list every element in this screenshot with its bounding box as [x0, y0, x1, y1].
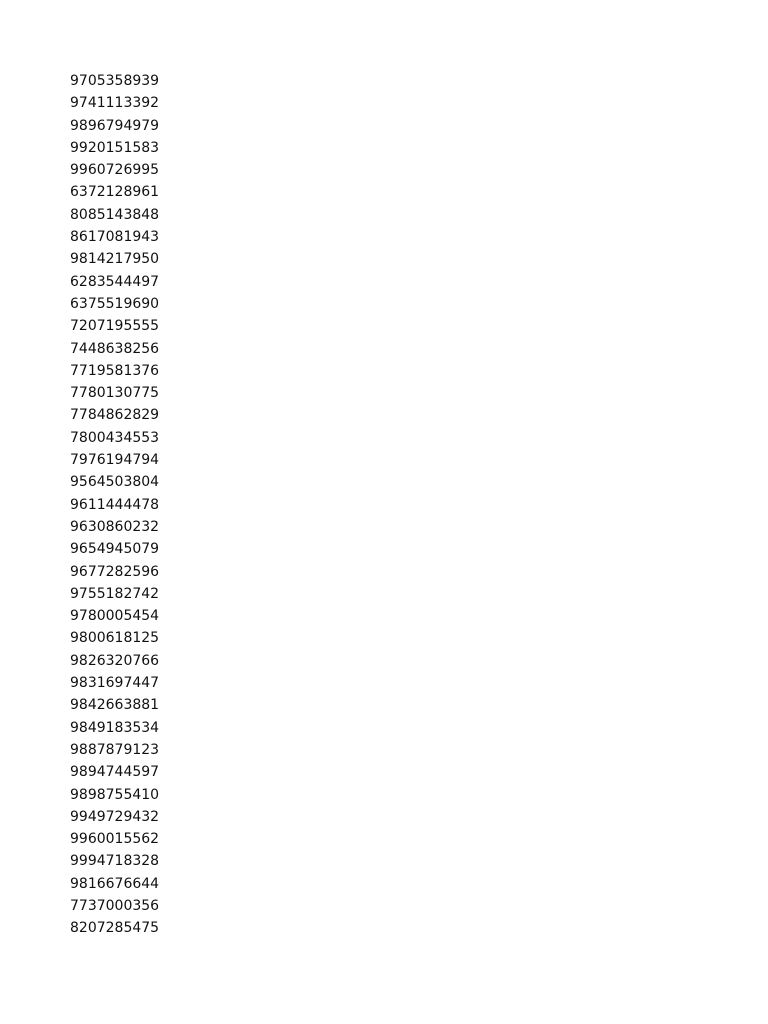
list-item: 9960015562	[70, 831, 160, 848]
list-item: 9741113392	[70, 95, 160, 112]
list-item: 9677282596	[70, 563, 160, 580]
list-item: 9780005454	[70, 608, 160, 625]
list-item: 9849183534	[70, 719, 160, 736]
list-item: 8085143848	[70, 206, 160, 223]
list-item: 9564503804	[70, 474, 160, 491]
list-item: 9816676644	[70, 875, 160, 892]
list-item: 9960726995	[70, 162, 160, 179]
list-item: 7719581376	[70, 362, 160, 379]
list-item: 9898755410	[70, 786, 160, 803]
list-item: 7784862829	[70, 407, 160, 424]
list-item: 9894744597	[70, 764, 160, 781]
list-item: 9994718328	[70, 853, 160, 870]
list-item: 9887879123	[70, 741, 160, 758]
list-item: 6283544497	[70, 273, 160, 290]
phone-number-list	[70, 70, 159, 940]
list-item: 8617081943	[70, 229, 160, 246]
list-item: 8207285475	[70, 920, 160, 937]
list-item: 9611444478	[70, 496, 160, 513]
list-item: 9705358939	[70, 73, 160, 89]
list-item: 7448638256	[70, 340, 160, 357]
list-item: 6375519690	[70, 295, 160, 312]
list-item: 7737000356	[70, 897, 160, 914]
list-item: 9831697447	[70, 675, 160, 692]
list-item: 6372128961	[70, 184, 160, 201]
list-item: 9949729432	[70, 808, 160, 825]
list-item: 7976194794	[70, 452, 160, 469]
list-item: 7780130775	[70, 385, 160, 402]
list-item: 7800434553	[70, 429, 160, 446]
list-item: 9755182742	[70, 585, 160, 602]
list-item: 9920151583	[70, 139, 160, 156]
list-item: 9800618125	[70, 630, 160, 647]
list-item: 9826320766	[70, 652, 160, 669]
list-item: 9842663881	[70, 697, 160, 714]
list-item: 9654945079	[70, 541, 160, 558]
list-item: 7207195555	[70, 318, 160, 335]
list-item: 9814217950	[70, 251, 160, 268]
list-item: 9896794979	[70, 117, 160, 134]
list-item: 9630860232	[70, 518, 160, 535]
